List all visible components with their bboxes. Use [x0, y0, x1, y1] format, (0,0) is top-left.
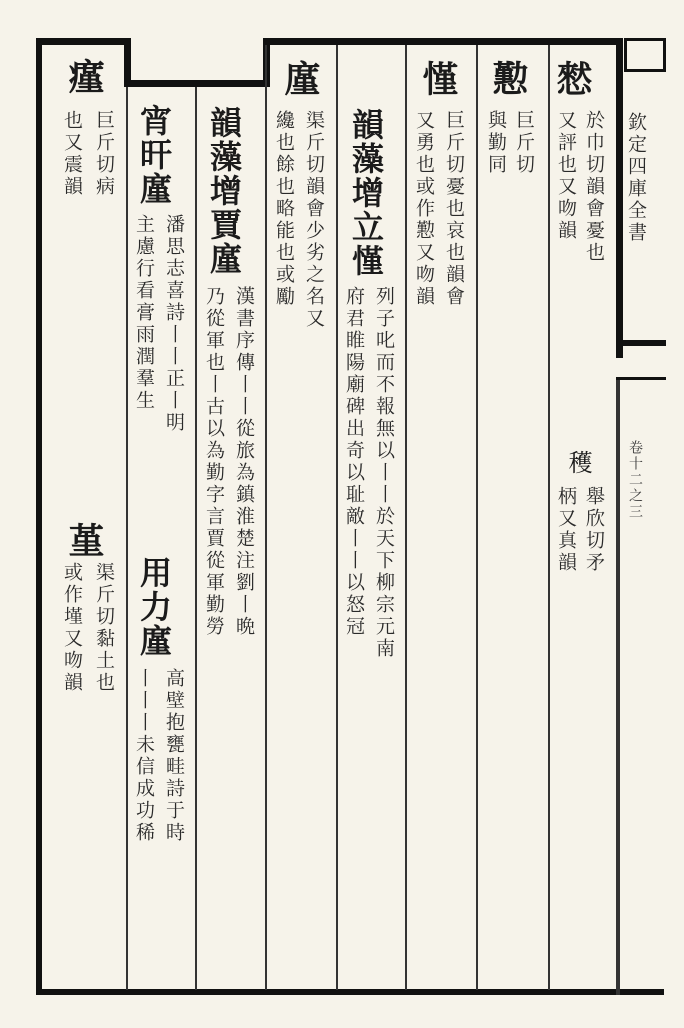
entry-head: 瘽 — [63, 58, 105, 96]
entry-gloss-line: 纔也餘也略能也或勵 — [273, 110, 295, 308]
margin-fish-tail — [616, 340, 666, 380]
entry-gloss-line: 潘思志喜詩丨丨正丨明 — [163, 214, 185, 434]
column-rule — [548, 45, 550, 990]
entry-gloss-line: 巨斤切病 — [93, 110, 115, 198]
entry-gloss-line: 又評也又吻韻 — [555, 110, 577, 242]
entry-gloss-line: 柄又真韻 — [555, 486, 577, 574]
entry-gloss-line: 舉欣切矛 — [583, 486, 605, 574]
page-border-top-left — [36, 38, 130, 45]
entry-head: 韻藻增賈廑 — [205, 106, 243, 276]
entry-head: 穫 — [564, 450, 592, 478]
entry-gloss-line: 或作墐又吻韻 — [61, 562, 83, 694]
entry-head: 宵旰廑 — [135, 104, 173, 206]
column-rule — [405, 45, 407, 990]
entry-gloss-line: 主慮行看膏雨潤羣生 — [133, 214, 155, 412]
column-rule — [265, 45, 267, 990]
entry-gloss-line: 漢書序傳丨丨從旅為鎮淮楚注劉丨晩 — [233, 286, 255, 638]
entry-gloss-line: 渠斤切韻會少劣之名又 — [303, 110, 325, 330]
entry-gloss-line: 丨丨丨未信成功稀 — [133, 668, 155, 844]
page-border-right — [616, 38, 623, 358]
page-border-right-lower — [616, 380, 620, 995]
entry-head: 慬 — [417, 60, 459, 98]
page-border-step — [124, 38, 131, 86]
entry-head: 憖 — [551, 60, 593, 98]
entry-head: 廑 — [279, 60, 321, 98]
page-border-notch — [124, 80, 270, 87]
entry-gloss-line: 列子叱而不報無以丨丨於天下柳宗元南 — [373, 286, 395, 660]
entry-head: 懃 — [487, 60, 529, 98]
entry-gloss-line: 與勤同 — [485, 110, 507, 176]
entry-gloss-line: 渠斤切黏土也 — [93, 562, 115, 694]
margin-title: 欽定四庫全書 — [625, 112, 647, 244]
entry-head: 韻藻增立慬 — [347, 108, 385, 278]
entry-gloss-line: 高壁抱甕畦詩于時 — [163, 668, 185, 844]
margin-volume: 卷十二之三 — [627, 440, 643, 520]
entry-gloss-line: 又勇也或作懃又吻韻 — [413, 110, 435, 308]
column-rule — [126, 87, 128, 990]
entry-head: 堇 — [63, 522, 105, 560]
entry-gloss-line: 乃從軍也丨古以為勤字言賈從軍勤勞 — [203, 286, 225, 638]
page-border-top-right — [263, 38, 623, 45]
entry-gloss-line: 巨斤切憂也哀也韻會 — [443, 110, 465, 308]
entry-gloss-line: 於巾切韻會憂也 — [583, 110, 605, 264]
column-rule — [336, 45, 338, 990]
column-rule — [476, 45, 478, 990]
entry-gloss-line: 府君睢陽廟碑出奇以耻敵丨丨以怒冠 — [343, 286, 365, 638]
entry-gloss-line: 也又震韻 — [61, 110, 83, 198]
entry-head: 用力廑 — [135, 556, 173, 658]
margin-header-box — [624, 38, 666, 72]
column-rule — [195, 87, 197, 990]
entry-gloss-line: 巨斤切 — [513, 110, 535, 176]
